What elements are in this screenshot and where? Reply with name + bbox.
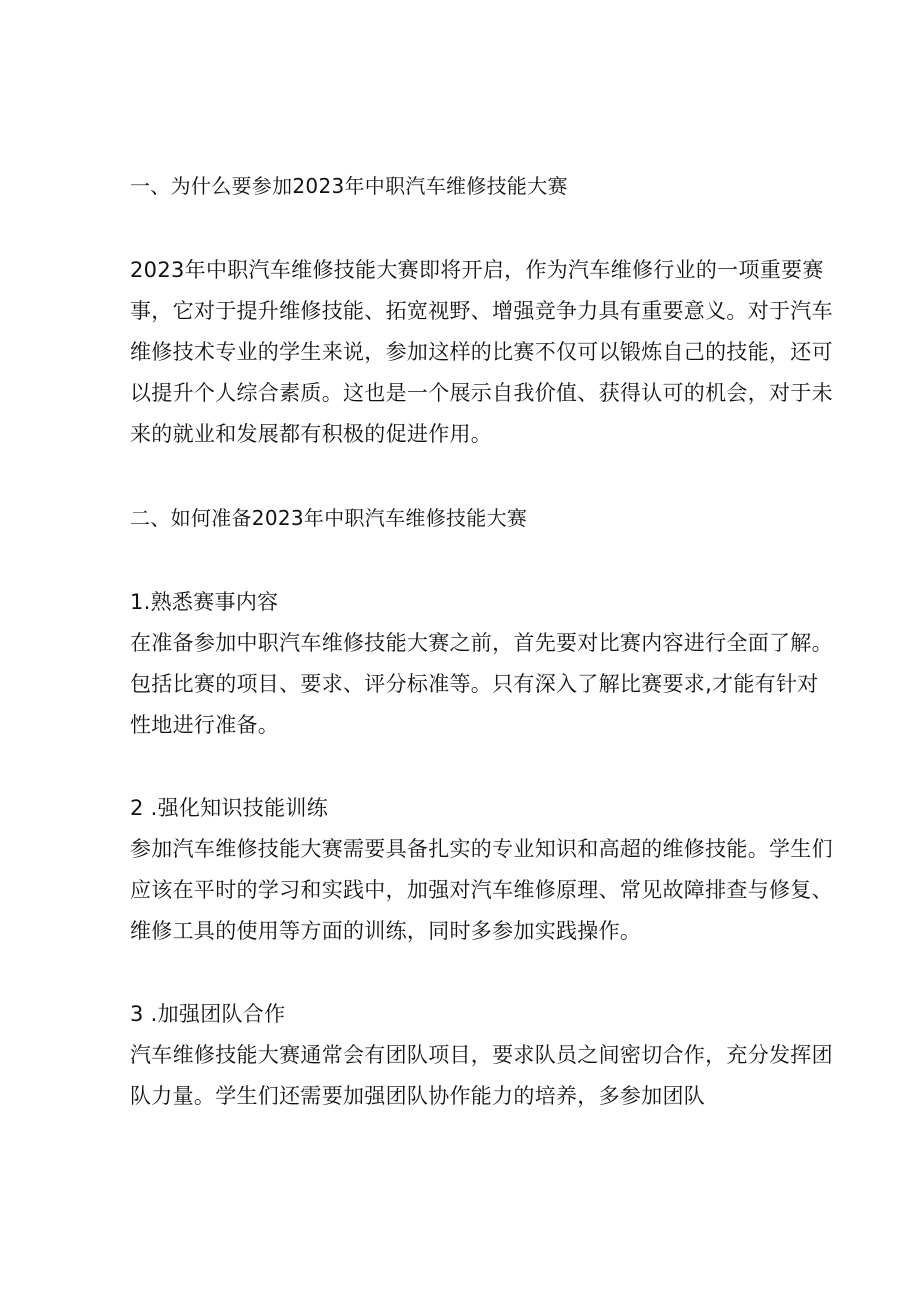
item-1-title: 1.熟悉赛事内容 — [130, 590, 279, 614]
item-1-line-3: 性地进行准备。 — [130, 713, 280, 737]
item-1-line-1: 在准备参加中职汽车维修技能大赛之前，首先要对比赛内容进行全面了解。 — [130, 631, 833, 655]
section-1-line-3: 维修技术专业的学生来说，参加这样的比赛不仅可以锻炼自己的技能，还可 — [130, 340, 833, 364]
item-2-line-3: 维修工具的使用等方面的训练，同时多参加实践操作。 — [130, 919, 642, 943]
item-3-title: 3 .加强团队合作 — [130, 1002, 286, 1026]
section-1-line-1: 2023年中职汽车维修技能大赛即将开启，作为汽车维修行业的一项重要赛 — [130, 258, 824, 282]
item-3-line-2: 队力量。学生们还需要加强团队协作能力的培养，多参加团队 — [130, 1084, 706, 1108]
item-2-line-1: 参加汽车维修技能大赛需要具备扎实的专业知识和高超的维修技能。学生们 — [130, 837, 833, 861]
section-1-line-4: 以提升个人综合素质。这也是一个展示自我价值、获得认可的机会，对于未 — [130, 381, 833, 405]
section-2-heading: 二、如何准备2023年中职汽车维修技能大赛 — [130, 506, 528, 530]
section-1-heading: 一、为什么要参加2023年中职汽车维修技能大赛 — [130, 174, 568, 198]
item-1-line-2: 包括比赛的项目、要求、评分标准等。只有深入了解比赛要求,才能有针对 — [130, 672, 819, 696]
item-2-title: 2 .强化知识技能训练 — [130, 796, 329, 820]
item-2-line-2: 应该在平时的学习和实践中，加强对汽车维修原理、常见故障排查与修复、 — [130, 878, 833, 902]
item-3-line-1: 汽车维修技能大赛通常会有团队项目，要求队员之间密切合作，充分发挥团 — [130, 1043, 833, 1067]
section-1-line-5: 来的就业和发展都有积极的促进作用。 — [130, 422, 493, 446]
section-1-line-2: 事，它对于提升维修技能、拓宽视野、增强竞争力具有重要意义。对于汽车 — [130, 299, 833, 323]
